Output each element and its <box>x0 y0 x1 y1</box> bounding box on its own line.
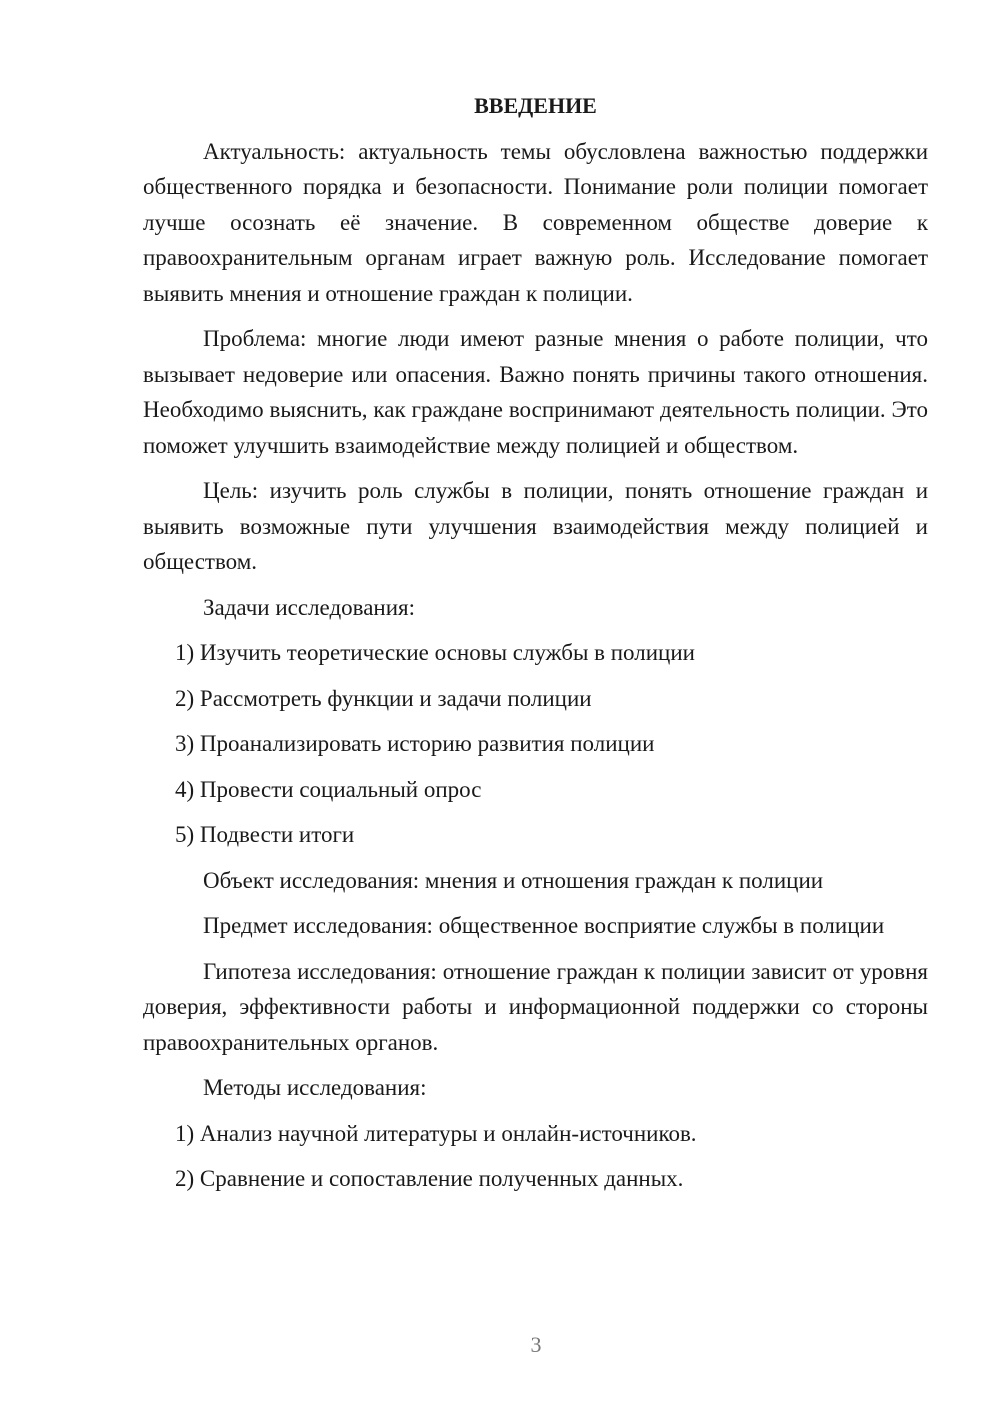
document-body <box>143 88 928 1207</box>
problem-paragraph: Проблема: многие люди имеют разные мнения о работе полиции, что вызывает недоверие или опасения. Важно понять причины такого отношения. Необходимо выяснить, как граждане воспринимают деятельность полиции. Это поможет улучшить взаимодействие между полицией и обществом. <box>143 326 928 458</box>
section-title: ВВЕДЕНИЕ <box>474 93 597 118</box>
object-paragraph: Объект исследования: мнения и отношения граждан к полиции <box>203 867 824 893</box>
list-item: 2) Рассмотреть функции и задачи полиции <box>175 685 592 711</box>
tasks-list <box>143 635 928 853</box>
methods-heading: Методы исследования: <box>203 1075 427 1100</box>
hypothesis-paragraph: Гипотеза исследования: отношение граждан к полиции зависит от уровня доверия, эффективности работы и информационной поддержки со стороны правоохранительных органов. <box>143 958 928 1055</box>
page-number: 3 <box>530 1332 542 1357</box>
relevance-paragraph: Актуальность: актуальность темы обусловлена важностью поддержки общественного порядка и безопасности. Понимание роли полиции помогает лучше осознать её значение. В современном обществе доверие к правоохранительным органам играет важную роль. Исследование помогает выявить мнения и отношение граждан к полиции. <box>143 138 928 306</box>
list-item: 1) Изучить теоретические основы службы в полиции <box>175 640 695 665</box>
list-item: 1) Анализ научной литературы и онлайн-источников. <box>175 1120 697 1146</box>
tasks-heading: Задачи исследования: <box>203 594 416 620</box>
goal-paragraph: Цель: изучить роль службы в полиции, понять отношение граждан и выявить возможные пути улучшения взаимодействия между полицией и обществом. <box>143 478 928 574</box>
list-item: 2) Сравнение и сопоставление полученных данных. <box>175 1166 684 1191</box>
list-item: 5) Подвести итоги <box>175 822 355 847</box>
list-item: 4) Провести социальный опрос <box>175 776 482 802</box>
methods-list <box>143 1116 928 1197</box>
subject-paragraph: Предмет исследования: общественное восприятие службы в полиции <box>203 913 885 938</box>
list-item: 3) Проанализировать историю развития полиции <box>175 731 655 756</box>
